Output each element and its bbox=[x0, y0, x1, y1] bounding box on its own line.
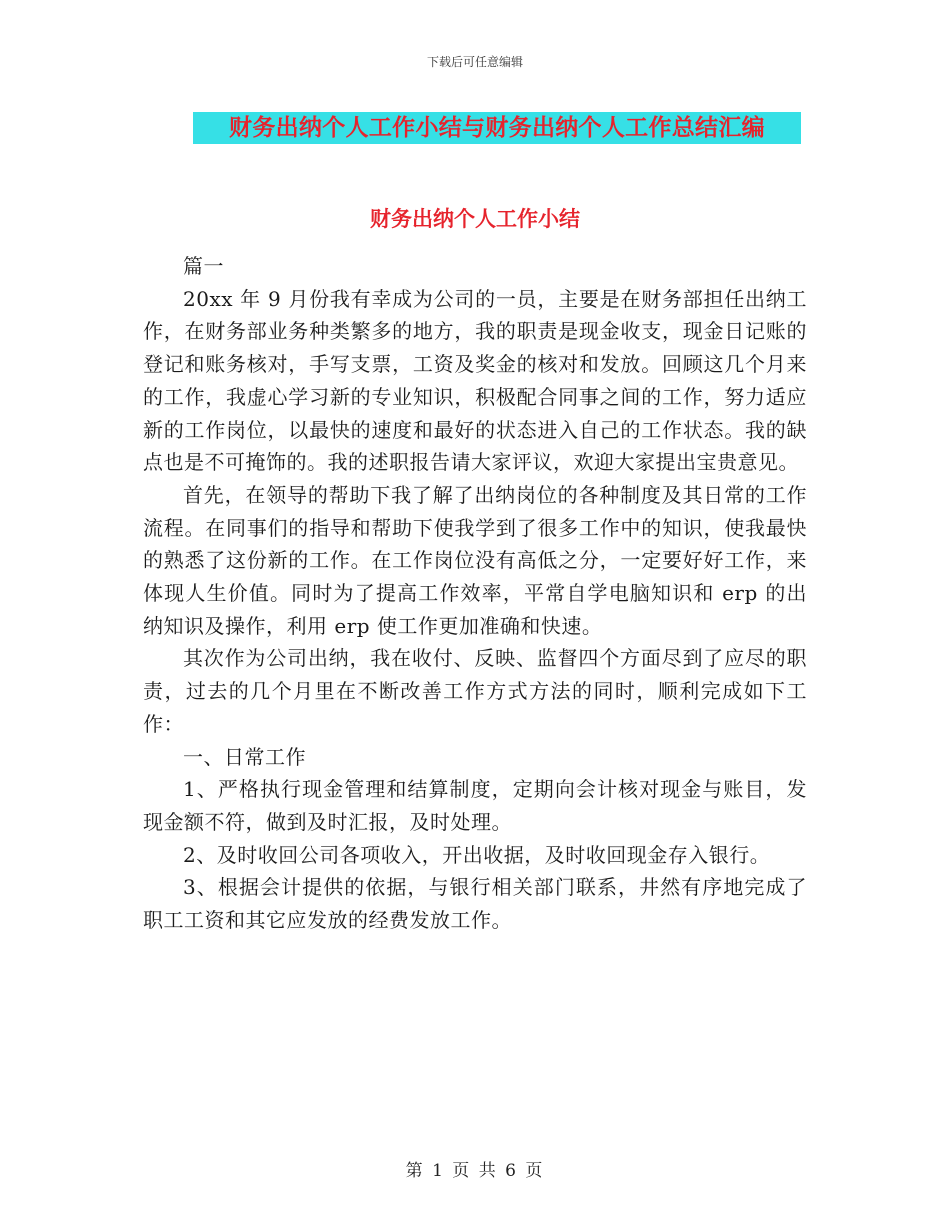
page-header-note: 下载后可任意编辑 bbox=[426, 55, 523, 69]
list-item: 2、及时收回公司各项收入，开出收据，及时收回现金存入银行。 bbox=[183, 842, 771, 867]
section-heading: 一、日常工作 bbox=[183, 744, 306, 769]
paragraph: 其次作为公司出纳，我在收付、反映、监督四个方面尽到了应尽的职责，过去的几个月里在不断改善工作方式方法的同时，顺利完成如下工作： bbox=[143, 646, 807, 736]
section-title: 财务出纳个人工作小结 bbox=[370, 207, 580, 231]
list-item: 3、根据会计提供的依据，与银行相关部门联系，井然有序地完成了职工工资和其它应发放的经费发放工作。 bbox=[143, 875, 807, 933]
document-main-title: 财务出纳个人工作小结与财务出纳个人工作总结汇编 bbox=[229, 115, 765, 141]
paragraph: 首先，在领导的帮助下我了解了出纳岗位的各种制度及其日常的工作流程。在同事们的指导和帮助下使我学到了很多工作中的知识，使我最快的熟悉了这份新的工作。在工作岗位没有高低之分，一定要好好工作，来体现人生价值。同时为了提高工作效率，平常自学电脑知识和 erp 的出纳知识及操作，利用 erp 使工作更加准确和快速。 bbox=[143, 482, 807, 638]
page-footer: 第 1 页 共 6 页 bbox=[405, 1161, 545, 1181]
document-body bbox=[143, 250, 807, 937]
paragraph-part-label: 篇一 bbox=[183, 254, 224, 278]
list-item: 1、严格执行现金管理和结算制度，定期向会计核对现金与账目，发现金额不符，做到及时汇报，及时处理。 bbox=[143, 777, 807, 834]
paragraph: 20xx 年 9 月份我有幸成为公司的一员，主要是在财务部担任出纳工作，在财务部业务种类繁多的地方，我的职责是现金收支，现金日记账的登记和账务核对，手写支票，工资及奖金的核对和发放。回顾这几个月来的工作，我虚心学习新的专业知识，积极配合同事之间的工作，努力适应新的工作岗位，以最快的速度和最好的状态进入自己的工作状态。我的缺点也是不可掩饰的。我的述职报告请大家评议，欢迎大家提出宝贵意见。 bbox=[143, 286, 807, 475]
